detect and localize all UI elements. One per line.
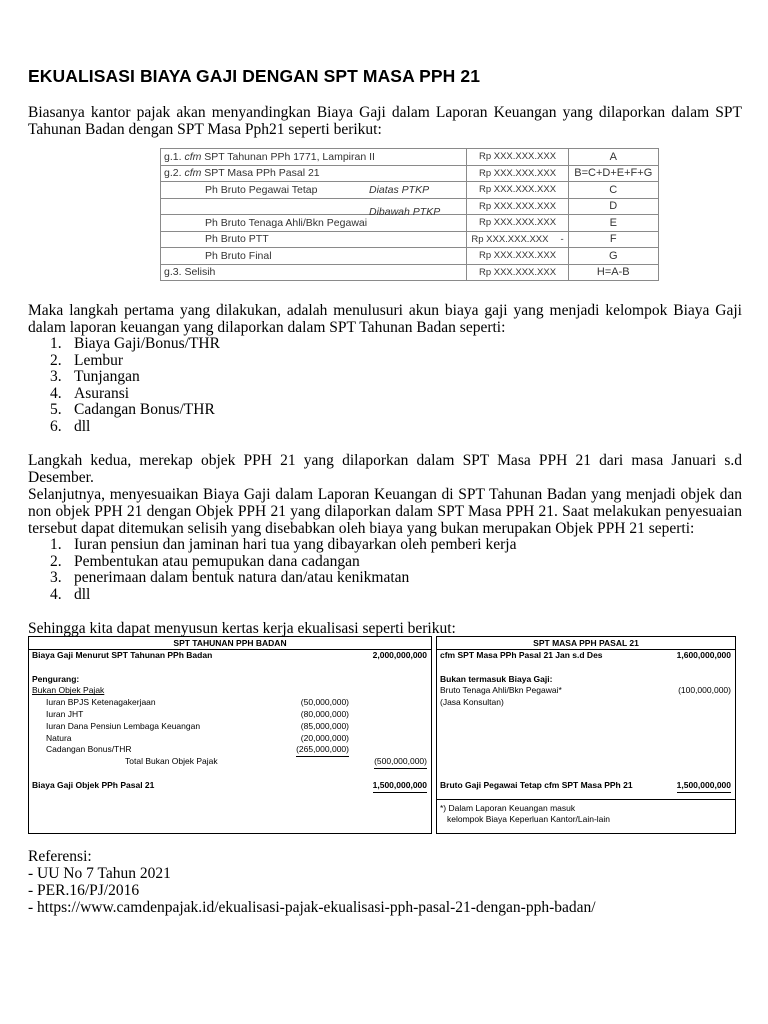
spacer-row <box>437 744 735 756</box>
references-heading: Referensi: <box>28 848 92 865</box>
list-item: 3. Tunjangan <box>50 368 140 386</box>
row-note: (Jasa Konsultan) <box>440 697 504 708</box>
row-label: Natura <box>46 732 72 743</box>
row-value: 1,500,000,000 <box>373 780 427 793</box>
worksheet-row <box>29 756 431 768</box>
row-code: H=A-B <box>568 264 658 281</box>
table-row <box>161 149 659 166</box>
intro-paragraph: Biasanya kantor pajak akan menyandingkan Biaya Gaji dalam Laporan Keuangan yang dilaporkan dalam SPT Tahunan Badan dengan SPT Masa Pph21 seperti berikut: <box>28 104 742 138</box>
spacer-row <box>29 768 431 780</box>
list-item: 3. penerimaan dalam bentuk natura dan/atau kenikmatan <box>50 569 410 587</box>
row-label: Iuran Dana Pensiun Lembaga Keuangan <box>46 720 201 731</box>
table-row <box>161 231 659 248</box>
row-label: Biaya Gaji Menurut SPT Tahunan PPh Badan <box>32 650 213 660</box>
row-value: Rp XXX.XXX.XXX <box>467 198 568 215</box>
row-value: 2,000,000,000 <box>372 650 427 660</box>
row-value: Rp XXX.XXX.XXX <box>467 182 568 199</box>
worksheet-row <box>437 674 735 686</box>
row-label: Bukan termasuk Biaya Gaji: <box>440 673 553 684</box>
row-value: (265,000,000) <box>296 744 349 757</box>
row-label: cfm SPT Masa PPh Pasal 21 Jan s.d Des <box>440 650 603 660</box>
row-value: 1,500,000,000 <box>677 780 731 793</box>
row-value: Rp XXX.XXX.XXX <box>467 264 568 281</box>
row-label: Bruto Tenaga Ahli/Bkn Pegawai* <box>440 685 562 696</box>
worksheet-row <box>437 650 735 662</box>
worksheet-row <box>29 780 431 792</box>
footnote-line: *) Dalam Laporan Keuangan masuk <box>440 802 576 813</box>
spacer-row <box>437 733 735 745</box>
row-label: g.3. Selisih <box>161 264 467 281</box>
row-label: Ph Bruto PTT <box>161 231 467 248</box>
worksheet-row <box>29 721 431 733</box>
row-value: (500,000,000) <box>374 756 427 769</box>
salary-account-list <box>28 336 220 436</box>
row-value: Rp XXX.XXX.XXX <box>467 215 568 232</box>
list-item: 1. Biaya Gaji/Bonus/THR <box>50 335 220 352</box>
step3-paragraph: Selanjutnya, menyesuaikan Biaya Gaji dalam Laporan Keuangan di SPT Tahunan Badan yang menjadi objek dan non objek PPH 21 dengan Objek PPH 21 yang dilaporkan dalam SPT Masa PPH 21. Saat melakukan penyesuaian tersebut dapat ditemukan selisih yang disebabkan oleh biaya yang bukan merupakan Objek PPH 21 seperti: <box>28 486 742 537</box>
row-value: Rp XXX.XXX.XXX <box>467 165 568 182</box>
row-value: (50,000,000) <box>300 697 349 708</box>
worksheet-row <box>29 733 431 745</box>
reference-link[interactable]: - https://www.camdenpajak.id/ekualisasi-pajak-ekualisasi-pph-pasal-21-dengan-pph-badan/ <box>28 899 596 916</box>
spacer-row <box>437 756 735 768</box>
row-code: B=C+D+E+F+G <box>568 165 658 182</box>
spacer-row <box>437 662 735 674</box>
row-code: E <box>568 215 658 232</box>
table-row <box>161 182 659 199</box>
worksheet-row <box>437 780 735 792</box>
page-title: EKUALISASI BIAYA GAJI DENGAN SPT MASA PPH 21 <box>28 66 481 86</box>
worksheet-row <box>29 744 431 756</box>
row-value: (20,000,000) <box>300 732 349 743</box>
row-label: Total Bukan Objek Pajak <box>125 756 218 767</box>
references <box>28 848 596 916</box>
row-label: Bukan Objek Pajak <box>32 685 105 696</box>
row-value: Rp XXX.XXX.XXX - <box>467 231 568 248</box>
list-item: 4. dll <box>50 585 91 603</box>
worksheet-row <box>29 709 431 721</box>
worksheet-intro-paragraph: Sehingga kita dapat menyusun kertas kerja ekualisasi seperti berikut: <box>28 620 456 637</box>
worksheet-row <box>29 697 431 709</box>
table-row <box>161 264 659 281</box>
row-code: F <box>568 231 658 248</box>
list-item: 2. Pembentukan atau pemupukan dana cadangan <box>50 552 360 570</box>
list-item: 4. Asuransi <box>50 384 130 402</box>
row-code: D <box>568 198 658 215</box>
worksheet-row <box>29 650 431 662</box>
list-item: 2. Lembur <box>50 351 124 369</box>
row-label: Iuran BPJS Ketenagakerjaan <box>46 697 156 708</box>
reference-item: - UU No 7 Tahun 2021 <box>28 865 171 882</box>
worksheet-row <box>437 697 735 709</box>
worksheet-row <box>437 685 735 697</box>
row-label: Iuran JHT <box>46 708 84 719</box>
row-label: Ph Bruto Pegawai Tetap Diatas PTKP <box>161 182 467 199</box>
footnote-line: kelompok Biaya Keperluan Kantor/Lain-lain <box>447 814 611 825</box>
row-label: Ph Bruto Tenaga Ahli/Bkn Pegawai <box>161 215 467 232</box>
list-item: 1. Iuran pensiun dan jaminan hari tua yang dibayarkan oleh pemberi kerja <box>50 536 517 553</box>
worksheet-row <box>29 685 431 697</box>
row-label: g.2. cfm SPT Masa PPh Pasal 21 <box>161 165 467 182</box>
spt-masa-worksheet <box>436 636 736 834</box>
row-value: (80,000,000) <box>300 708 349 719</box>
table-row <box>161 248 659 265</box>
row-label: g.1. cfm SPT Tahunan PPh 1771, Lampiran II <box>161 149 467 166</box>
step2-paragraph: Langkah kedua, merekap objek PPH 21 yang dilaporkan dalam SPT Masa PPH 21 dari masa Januari s.d Desember. <box>28 452 742 486</box>
row-label: Biaya Gaji Objek PPh Pasal 21 <box>32 779 155 790</box>
row-code: A <box>568 149 658 166</box>
row-label: Dibawah PTKP <box>161 198 467 215</box>
worksheet-row <box>29 674 431 686</box>
row-value: (85,000,000) <box>300 720 349 731</box>
row-label: Cadangan Bonus/THR <box>46 744 132 755</box>
row-label: Ph Bruto Final <box>161 248 467 265</box>
reference-item: - PER.16/PJ/2016 <box>28 882 140 899</box>
worksheet-header: SPT TAHUNAN PPH BADAN <box>29 637 431 650</box>
non-object-list <box>28 537 516 603</box>
table-row <box>161 165 659 182</box>
spacer-row <box>437 721 735 733</box>
spacer-row <box>29 662 431 674</box>
table-row <box>161 198 659 215</box>
row-value: (100,000,000) <box>678 685 731 696</box>
footnote <box>437 799 735 827</box>
list-item: 6. dll <box>50 417 91 435</box>
row-code: G <box>568 248 658 265</box>
spacer-row <box>437 709 735 721</box>
row-code: C <box>568 182 658 199</box>
row-value: Rp XXX.XXX.XXX <box>467 248 568 265</box>
row-value: Rp XXX.XXX.XXX <box>467 149 568 166</box>
spt-tahunan-worksheet <box>28 636 432 834</box>
row-label: Pengurang: <box>32 673 80 684</box>
worksheet-header: SPT MASA PPH PASAL 21 <box>437 637 735 650</box>
row-value: 1,600,000,000 <box>676 650 731 660</box>
spacer-row <box>437 768 735 780</box>
ekualisasi-summary-table <box>160 148 659 281</box>
step1-paragraph: Maka langkah pertama yang dilakukan, adalah menulusuri akun biaya gaji yang menjadi kelompok Biaya Gaji dalam laporan keuangan yang dilaporkan dalam SPT Tahunan Badan seperti: <box>28 302 742 336</box>
list-item: 5. Cadangan Bonus/THR <box>50 401 215 419</box>
row-label: Bruto Gaji Pegawai Tetap cfm SPT Masa PPh 21 <box>440 779 633 790</box>
